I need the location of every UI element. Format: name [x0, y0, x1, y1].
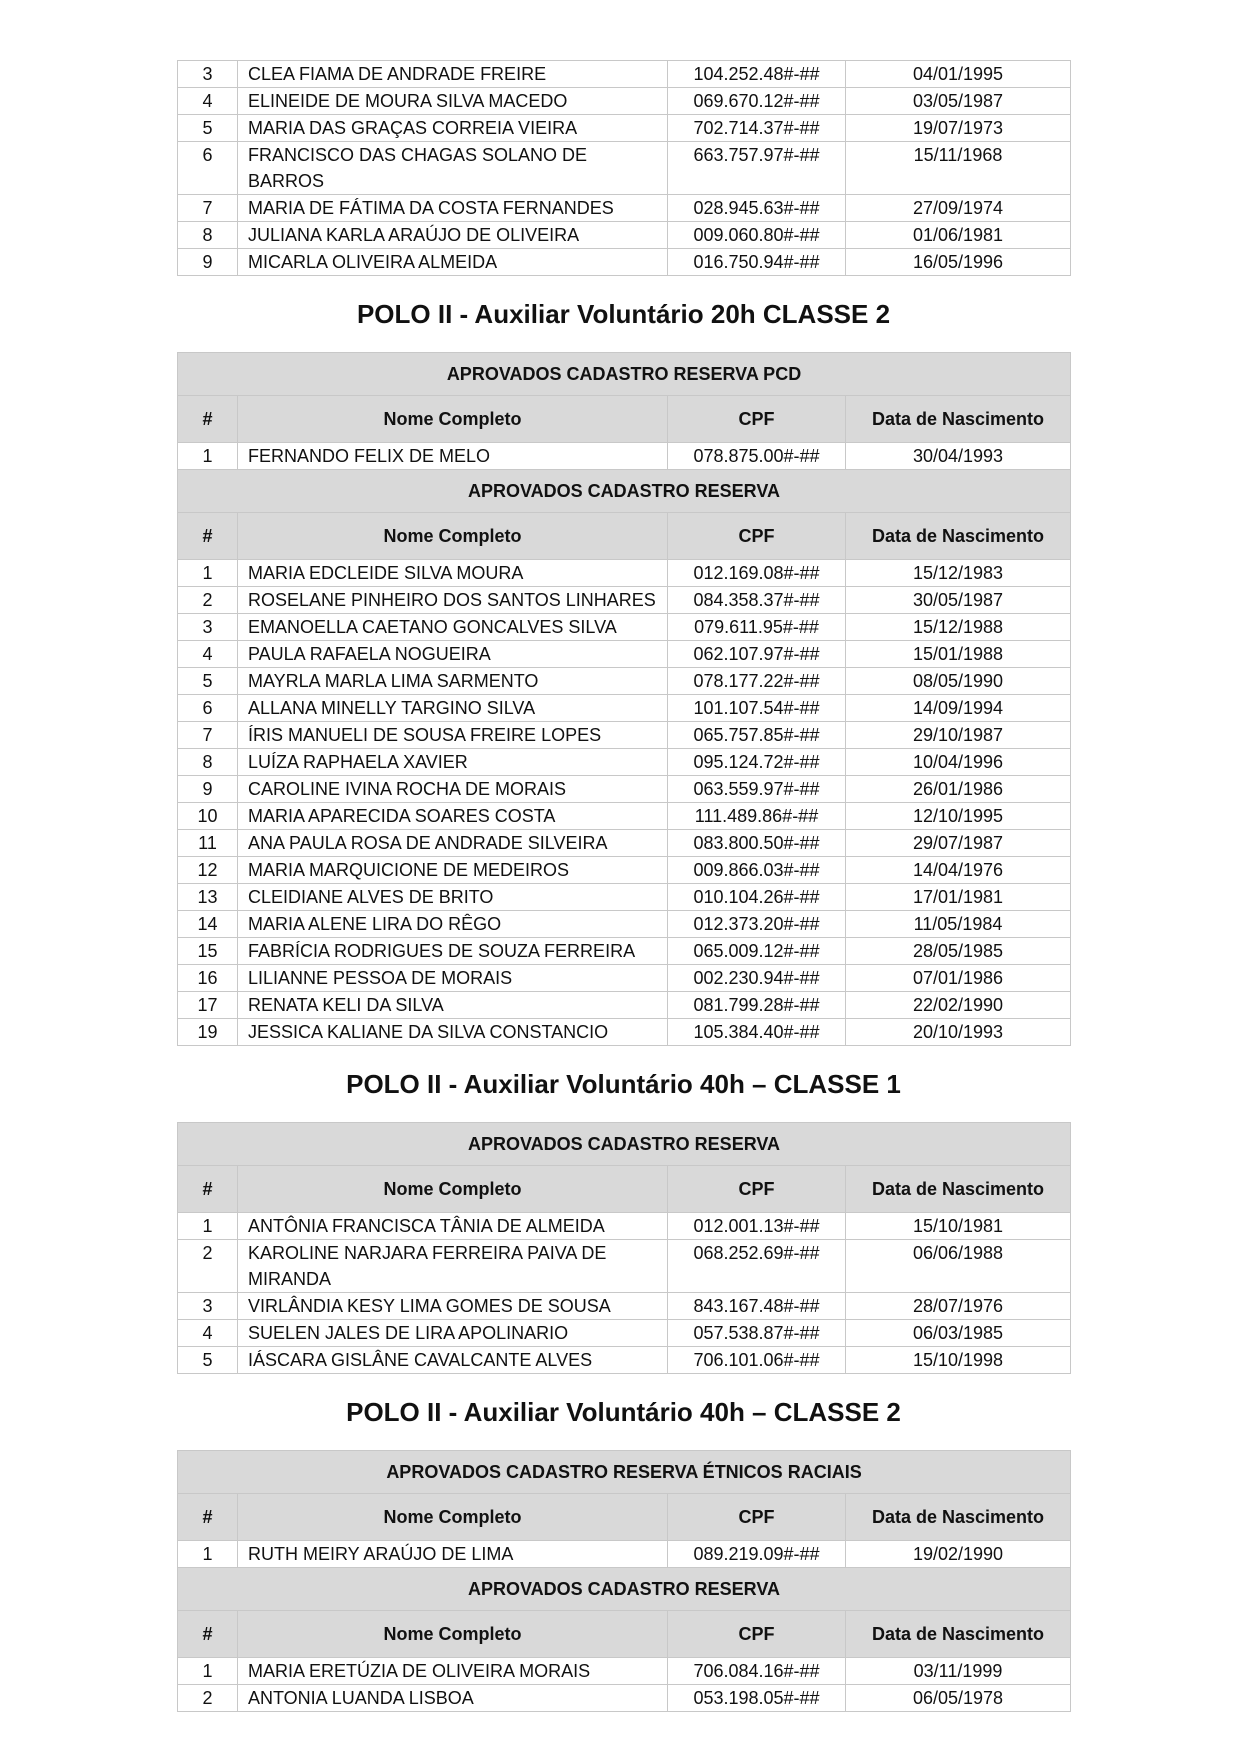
birth-date-cell: 07/01/1986	[846, 965, 1071, 992]
table-row	[178, 1320, 1071, 1347]
full-name-cell: ROSELANE PINHEIRO DOS SANTOS LINHARES	[238, 587, 668, 614]
cpf-cell: 065.009.12#-##	[668, 938, 846, 965]
table-row	[178, 560, 1071, 587]
table-row	[178, 1541, 1071, 1568]
table-row	[178, 803, 1071, 830]
cpf-cell: 012.001.13#-##	[668, 1213, 846, 1240]
cpf-cell: 081.799.28#-##	[668, 992, 846, 1019]
cpf-cell: 843.167.48#-##	[668, 1293, 846, 1320]
cpf-cell: 111.489.86#-##	[668, 803, 846, 830]
table-row	[178, 965, 1071, 992]
table-row	[178, 992, 1071, 1019]
row-number: 3	[178, 614, 238, 641]
cpf-cell: 105.384.40#-##	[668, 1019, 846, 1046]
table-row	[178, 776, 1071, 803]
birth-date-cell: 17/01/1981	[846, 884, 1071, 911]
full-name-cell: CLEIDIANE ALVES DE BRITO	[238, 884, 668, 911]
full-name-cell: MAYRLA MARLA LIMA SARMENTO	[238, 668, 668, 695]
cpf-cell: 028.945.63#-##	[668, 195, 846, 222]
cpf-cell: 078.177.22#-##	[668, 668, 846, 695]
cpf-cell: 069.670.12#-##	[668, 88, 846, 115]
group-caption-row	[178, 470, 1071, 513]
row-number: 1	[178, 1658, 238, 1685]
cpf-cell: 065.757.85#-##	[668, 722, 846, 749]
birth-date-cell: 28/07/1976	[846, 1293, 1071, 1320]
cpf-cell: 702.714.37#-##	[668, 115, 846, 142]
birth-date-cell: 15/11/1968	[846, 142, 1071, 195]
column-header-birth-date: Data de Nascimento	[846, 1611, 1071, 1658]
column-header-birth-date: Data de Nascimento	[846, 396, 1071, 443]
table-row	[178, 443, 1071, 470]
group-caption-row	[178, 1123, 1071, 1166]
full-name-cell: FERNANDO FELIX DE MELO	[238, 443, 668, 470]
full-name-cell: FRANCISCO DAS CHAGAS SOLANO DE BARROS	[238, 142, 668, 195]
row-number: 1	[178, 443, 238, 470]
row-number: 2	[178, 1240, 238, 1293]
column-header-name: Nome Completo	[238, 513, 668, 560]
cpf-cell: 101.107.54#-##	[668, 695, 846, 722]
table-row	[178, 115, 1071, 142]
row-number: 17	[178, 992, 238, 1019]
birth-date-cell: 03/05/1987	[846, 88, 1071, 115]
approved-list-table	[177, 1450, 1071, 1712]
birth-date-cell: 27/09/1974	[846, 195, 1071, 222]
column-header-row	[178, 1611, 1071, 1658]
column-header-name: Nome Completo	[238, 1611, 668, 1658]
birth-date-cell: 15/10/1998	[846, 1347, 1071, 1374]
cpf-cell: 084.358.37#-##	[668, 587, 846, 614]
full-name-cell: MARIA DAS GRAÇAS CORREIA VIEIRA	[238, 115, 668, 142]
birth-date-cell: 11/05/1984	[846, 911, 1071, 938]
full-name-cell: MARIA ALENE LIRA DO RÊGO	[238, 911, 668, 938]
birth-date-cell: 26/01/1986	[846, 776, 1071, 803]
column-header-birth-date: Data de Nascimento	[846, 513, 1071, 560]
column-header-number: #	[178, 513, 238, 560]
full-name-cell: ANTONIA LUANDA LISBOA	[238, 1685, 668, 1712]
full-name-cell: JESSICA KALIANE DA SILVA CONSTANCIO	[238, 1019, 668, 1046]
birth-date-cell: 15/12/1983	[846, 560, 1071, 587]
group-caption: APROVADOS CADASTRO RESERVA	[178, 1568, 1071, 1611]
column-header-name: Nome Completo	[238, 1494, 668, 1541]
full-name-cell: LUÍZA RAPHAELA XAVIER	[238, 749, 668, 776]
full-name-cell: ÍRIS MANUELI DE SOUSA FREIRE LOPES	[238, 722, 668, 749]
cpf-cell: 063.559.97#-##	[668, 776, 846, 803]
row-number: 5	[178, 1347, 238, 1374]
cpf-cell: 706.101.06#-##	[668, 1347, 846, 1374]
row-number: 12	[178, 857, 238, 884]
table-row	[178, 1347, 1071, 1374]
row-number: 10	[178, 803, 238, 830]
row-number: 19	[178, 1019, 238, 1046]
row-number: 6	[178, 142, 238, 195]
table-row	[178, 1658, 1071, 1685]
column-header-cpf: CPF	[668, 396, 846, 443]
row-number: 7	[178, 722, 238, 749]
row-number: 5	[178, 668, 238, 695]
birth-date-cell: 15/01/1988	[846, 641, 1071, 668]
cpf-cell: 068.252.69#-##	[668, 1240, 846, 1293]
table-row	[178, 1685, 1071, 1712]
cpf-cell: 002.230.94#-##	[668, 965, 846, 992]
birth-date-cell: 19/02/1990	[846, 1541, 1071, 1568]
full-name-cell: MARIA APARECIDA SOARES COSTA	[238, 803, 668, 830]
cpf-cell: 095.124.72#-##	[668, 749, 846, 776]
table-row	[178, 938, 1071, 965]
full-name-cell: VIRLÂNDIA KESY LIMA GOMES DE SOUSA	[238, 1293, 668, 1320]
row-number: 1	[178, 1541, 238, 1568]
table-row	[178, 1213, 1071, 1240]
table-row	[178, 1240, 1071, 1293]
full-name-cell: CLEA FIAMA DE ANDRADE FREIRE	[238, 61, 668, 88]
cpf-cell: 057.538.87#-##	[668, 1320, 846, 1347]
full-name-cell: MARIA DE FÁTIMA DA COSTA FERNANDES	[238, 195, 668, 222]
birth-date-cell: 06/03/1985	[846, 1320, 1071, 1347]
column-header-name: Nome Completo	[238, 1166, 668, 1213]
group-caption: APROVADOS CADASTRO RESERVA	[178, 470, 1071, 513]
cpf-cell: 083.800.50#-##	[668, 830, 846, 857]
birth-date-cell: 06/06/1988	[846, 1240, 1071, 1293]
row-number: 3	[178, 61, 238, 88]
cpf-cell: 079.611.95#-##	[668, 614, 846, 641]
full-name-cell: JULIANA KARLA ARAÚJO DE OLIVEIRA	[238, 222, 668, 249]
approved-list-table	[177, 352, 1071, 1046]
full-name-cell: RUTH MEIRY ARAÚJO DE LIMA	[238, 1541, 668, 1568]
birth-date-cell: 29/10/1987	[846, 722, 1071, 749]
column-header-row	[178, 396, 1071, 443]
table-row	[178, 857, 1071, 884]
full-name-cell: IÁSCARA GISLÂNE CAVALCANTE ALVES	[238, 1347, 668, 1374]
cpf-cell: 062.107.97#-##	[668, 641, 846, 668]
approved-list-table	[177, 1122, 1071, 1374]
birth-date-cell: 15/10/1981	[846, 1213, 1071, 1240]
table-row	[178, 195, 1071, 222]
table-row	[178, 695, 1071, 722]
birth-date-cell: 08/05/1990	[846, 668, 1071, 695]
table-row	[178, 222, 1071, 249]
column-header-cpf: CPF	[668, 1611, 846, 1658]
section-title: POLO II - Auxiliar Voluntário 40h – CLASSE 2	[346, 1397, 901, 1427]
continuation-table	[177, 60, 1071, 276]
cpf-cell: 012.169.08#-##	[668, 560, 846, 587]
row-number: 9	[178, 776, 238, 803]
full-name-cell: ALLANA MINELLY TARGINO SILVA	[238, 695, 668, 722]
column-header-row	[178, 513, 1071, 560]
group-caption: APROVADOS CADASTRO RESERVA ÉTNICOS RACIAIS	[178, 1451, 1071, 1494]
row-number: 2	[178, 1685, 238, 1712]
birth-date-cell: 15/12/1988	[846, 614, 1071, 641]
table-row	[178, 88, 1071, 115]
table-row	[178, 749, 1071, 776]
birth-date-cell: 01/06/1981	[846, 222, 1071, 249]
column-header-number: #	[178, 1166, 238, 1213]
cpf-cell: 016.750.94#-##	[668, 249, 846, 276]
table-row	[178, 61, 1071, 88]
table-row	[178, 722, 1071, 749]
table-row	[178, 249, 1071, 276]
row-number: 16	[178, 965, 238, 992]
full-name-cell: CAROLINE IVINA ROCHA DE MORAIS	[238, 776, 668, 803]
column-header-number: #	[178, 396, 238, 443]
column-header-number: #	[178, 1611, 238, 1658]
full-name-cell: PAULA RAFAELA NOGUEIRA	[238, 641, 668, 668]
row-number: 9	[178, 249, 238, 276]
birth-date-cell: 19/07/1973	[846, 115, 1071, 142]
full-name-cell: SUELEN JALES DE LIRA APOLINARIO	[238, 1320, 668, 1347]
birth-date-cell: 20/10/1993	[846, 1019, 1071, 1046]
birth-date-cell: 03/11/1999	[846, 1658, 1071, 1685]
full-name-cell: EMANOELLA CAETANO GONCALVES SILVA	[238, 614, 668, 641]
cpf-cell: 012.373.20#-##	[668, 911, 846, 938]
table-row	[178, 641, 1071, 668]
full-name-cell: MARIA MARQUICIONE DE MEDEIROS	[238, 857, 668, 884]
birth-date-cell: 22/02/1990	[846, 992, 1071, 1019]
cpf-cell: 009.060.80#-##	[668, 222, 846, 249]
full-name-cell: RENATA KELI DA SILVA	[238, 992, 668, 1019]
row-number: 1	[178, 560, 238, 587]
birth-date-cell: 10/04/1996	[846, 749, 1071, 776]
cpf-cell: 009.866.03#-##	[668, 857, 846, 884]
row-number: 11	[178, 830, 238, 857]
row-number: 4	[178, 88, 238, 115]
document-page	[177, 0, 1070, 1712]
birth-date-cell: 30/04/1993	[846, 443, 1071, 470]
table-row	[178, 668, 1071, 695]
column-header-birth-date: Data de Nascimento	[846, 1166, 1071, 1213]
full-name-cell: ANTÔNIA FRANCISCA TÂNIA DE ALMEIDA	[238, 1213, 668, 1240]
cpf-cell: 706.084.16#-##	[668, 1658, 846, 1685]
row-number: 8	[178, 749, 238, 776]
row-number: 4	[178, 1320, 238, 1347]
row-number: 4	[178, 641, 238, 668]
birth-date-cell: 14/04/1976	[846, 857, 1071, 884]
row-number: 5	[178, 115, 238, 142]
row-number: 13	[178, 884, 238, 911]
full-name-cell: LILIANNE PESSOA DE MORAIS	[238, 965, 668, 992]
full-name-cell: MICARLA OLIVEIRA ALMEIDA	[238, 249, 668, 276]
group-caption-row	[178, 1568, 1071, 1611]
table-row	[178, 587, 1071, 614]
row-number: 3	[178, 1293, 238, 1320]
row-number: 1	[178, 1213, 238, 1240]
row-number: 14	[178, 911, 238, 938]
column-header-row	[178, 1166, 1071, 1213]
table-row	[178, 142, 1071, 195]
table-row	[178, 1293, 1071, 1320]
row-number: 15	[178, 938, 238, 965]
column-header-cpf: CPF	[668, 1166, 846, 1213]
cpf-cell: 089.219.09#-##	[668, 1541, 846, 1568]
row-number: 8	[178, 222, 238, 249]
column-header-cpf: CPF	[668, 1494, 846, 1541]
birth-date-cell: 16/05/1996	[846, 249, 1071, 276]
full-name-cell: KAROLINE NARJARA FERREIRA PAIVA DE MIRANDA	[238, 1240, 668, 1293]
birth-date-cell: 30/05/1987	[846, 587, 1071, 614]
cpf-cell: 104.252.48#-##	[668, 61, 846, 88]
full-name-cell: ANA PAULA ROSA DE ANDRADE SILVEIRA	[238, 830, 668, 857]
group-caption-row	[178, 1451, 1071, 1494]
row-number: 2	[178, 587, 238, 614]
group-caption-row	[178, 353, 1071, 396]
section-title: POLO II - Auxiliar Voluntário 40h – CLASSE 1	[346, 1069, 901, 1099]
birth-date-cell: 14/09/1994	[846, 695, 1071, 722]
group-caption: APROVADOS CADASTRO RESERVA PCD	[178, 353, 1071, 396]
column-header-number: #	[178, 1494, 238, 1541]
cpf-cell: 663.757.97#-##	[668, 142, 846, 195]
birth-date-cell: 28/05/1985	[846, 938, 1071, 965]
birth-date-cell: 12/10/1995	[846, 803, 1071, 830]
group-caption: APROVADOS CADASTRO RESERVA	[178, 1123, 1071, 1166]
row-number: 6	[178, 695, 238, 722]
birth-date-cell: 29/07/1987	[846, 830, 1071, 857]
column-header-row	[178, 1494, 1071, 1541]
cpf-cell: 010.104.26#-##	[668, 884, 846, 911]
cpf-cell: 078.875.00#-##	[668, 443, 846, 470]
column-header-name: Nome Completo	[238, 396, 668, 443]
full-name-cell: ELINEIDE DE MOURA SILVA MACEDO	[238, 88, 668, 115]
table-row	[178, 911, 1071, 938]
table-row	[178, 614, 1071, 641]
table-row	[178, 1019, 1071, 1046]
column-header-birth-date: Data de Nascimento	[846, 1494, 1071, 1541]
birth-date-cell: 04/01/1995	[846, 61, 1071, 88]
cpf-cell: 053.198.05#-##	[668, 1685, 846, 1712]
row-number: 7	[178, 195, 238, 222]
full-name-cell: FABRÍCIA RODRIGUES DE SOUZA FERREIRA	[238, 938, 668, 965]
table-row	[178, 830, 1071, 857]
full-name-cell: MARIA ERETÚZIA DE OLIVEIRA MORAIS	[238, 1658, 668, 1685]
section-title: POLO II - Auxiliar Voluntário 20h CLASSE 2	[356, 299, 891, 329]
table-row	[178, 884, 1071, 911]
column-header-cpf: CPF	[668, 513, 846, 560]
birth-date-cell: 06/05/1978	[846, 1685, 1071, 1712]
full-name-cell: MARIA EDCLEIDE SILVA MOURA	[238, 560, 668, 587]
